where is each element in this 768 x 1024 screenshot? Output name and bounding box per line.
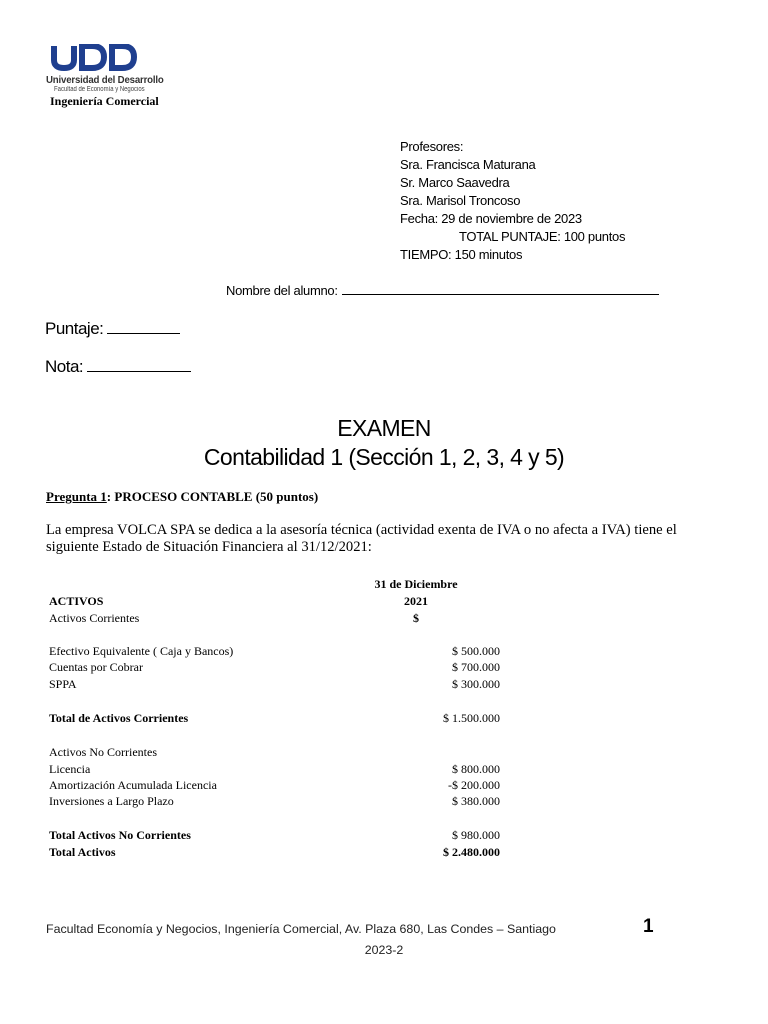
row-label: Activos No Corrientes: [49, 745, 157, 759]
row-value: -$ 200.000: [448, 778, 500, 792]
exam-time: TIEMPO: 150 minutos: [400, 247, 523, 262]
question-label: Pregunta 1: [46, 489, 107, 504]
table-row: [49, 845, 509, 861]
total-score: TOTAL PUNTAJE: 100 puntos: [459, 229, 626, 244]
student-name-field[interactable]: [226, 282, 659, 298]
table-row: [49, 677, 509, 693]
table-row: [49, 828, 509, 844]
grade-field[interactable]: [45, 357, 191, 377]
row-value: $ 380.000: [452, 794, 500, 808]
section-title: ACTIVOS: [49, 594, 104, 608]
table-row: [49, 644, 509, 660]
page-number: 1: [643, 916, 654, 937]
udd-logo-icon: [48, 44, 140, 72]
table-row: [49, 745, 509, 761]
table-row: [49, 762, 509, 778]
professor-name: Sra. Marisol Troncoso: [400, 193, 521, 208]
row-label: Licencia: [49, 762, 91, 776]
row-label: Total Activos: [49, 845, 116, 859]
question-heading: [46, 489, 318, 505]
question-intro: La empresa VOLCA SPA se dedica a la asesoría técnica (actividad exenta de IVA o no afecta a IVA) tiene el siguiente Estado de Situación Financiera al 31/12/2021:: [46, 522, 677, 555]
table-row: [49, 794, 509, 810]
row-label: Total de Activos Corrientes: [49, 711, 189, 725]
row-label: Inversiones a Largo Plazo: [49, 794, 174, 808]
row-value: $ 300.000: [452, 677, 500, 691]
row-label: Total Activos No Corrientes: [49, 828, 191, 842]
professors-label: Profesores:: [400, 139, 464, 154]
table-row: [49, 611, 509, 627]
footer-term: 2023-2: [364, 943, 404, 957]
row-label: Cuentas por Cobrar: [49, 660, 143, 674]
footer-address: Facultad Economía y Negocios, Ingeniería Comercial, Av. Plaza 680, Las Condes – Santiago: [46, 922, 556, 936]
column-header-currency: $: [413, 611, 419, 625]
row-value: $ 700.000: [452, 660, 500, 674]
professor-name: Sra. Francisca Maturana: [400, 157, 536, 172]
grade-line[interactable]: [87, 357, 191, 372]
university-logo: [46, 44, 176, 109]
grade-label: Nota:: [45, 357, 84, 376]
column-header-date: 31 de Diciembre: [374, 577, 458, 591]
table-row: [49, 711, 509, 727]
university-name: Universidad del Desarrollo: [46, 74, 164, 86]
score-field[interactable]: [45, 319, 180, 339]
score-line[interactable]: [107, 319, 180, 334]
table-row: [49, 660, 509, 676]
row-label: Amortización Acumulada Licencia: [49, 778, 217, 792]
professor-name: Sr. Marco Saavedra: [400, 175, 510, 190]
row-label: Efectivo Equivalente ( Caja y Bancos): [49, 644, 234, 658]
row-value: $ 2.480.000: [443, 845, 500, 859]
course-title: Contabilidad 1 (Sección 1, 2, 3, 4 y 5): [203, 444, 565, 470]
exam-title: EXAMEN: [337, 415, 431, 441]
faculty-name: Facultad de Economía y Negocios: [54, 86, 145, 93]
score-label: Puntaje:: [45, 319, 104, 338]
row-label: Activos Corrientes: [49, 611, 140, 625]
row-value: $ 1.500.000: [443, 711, 500, 725]
exam-date: Fecha: 29 de noviembre de 2023: [400, 211, 582, 226]
row-value: $ 980.000: [452, 828, 500, 842]
row-value: $ 500.000: [452, 644, 500, 658]
row-value: $ 800.000: [452, 762, 500, 776]
student-name-line[interactable]: [342, 282, 659, 295]
question-title: : PROCESO CONTABLE (50 puntos): [106, 489, 319, 504]
program-name: Ingeniería Comercial: [50, 94, 159, 108]
row-label: SPPA: [49, 677, 77, 691]
column-header-year: 2021: [404, 594, 428, 608]
table-row: [49, 778, 509, 794]
exam-info: [400, 138, 625, 264]
student-name-label: Nombre del alumno:: [226, 283, 338, 298]
